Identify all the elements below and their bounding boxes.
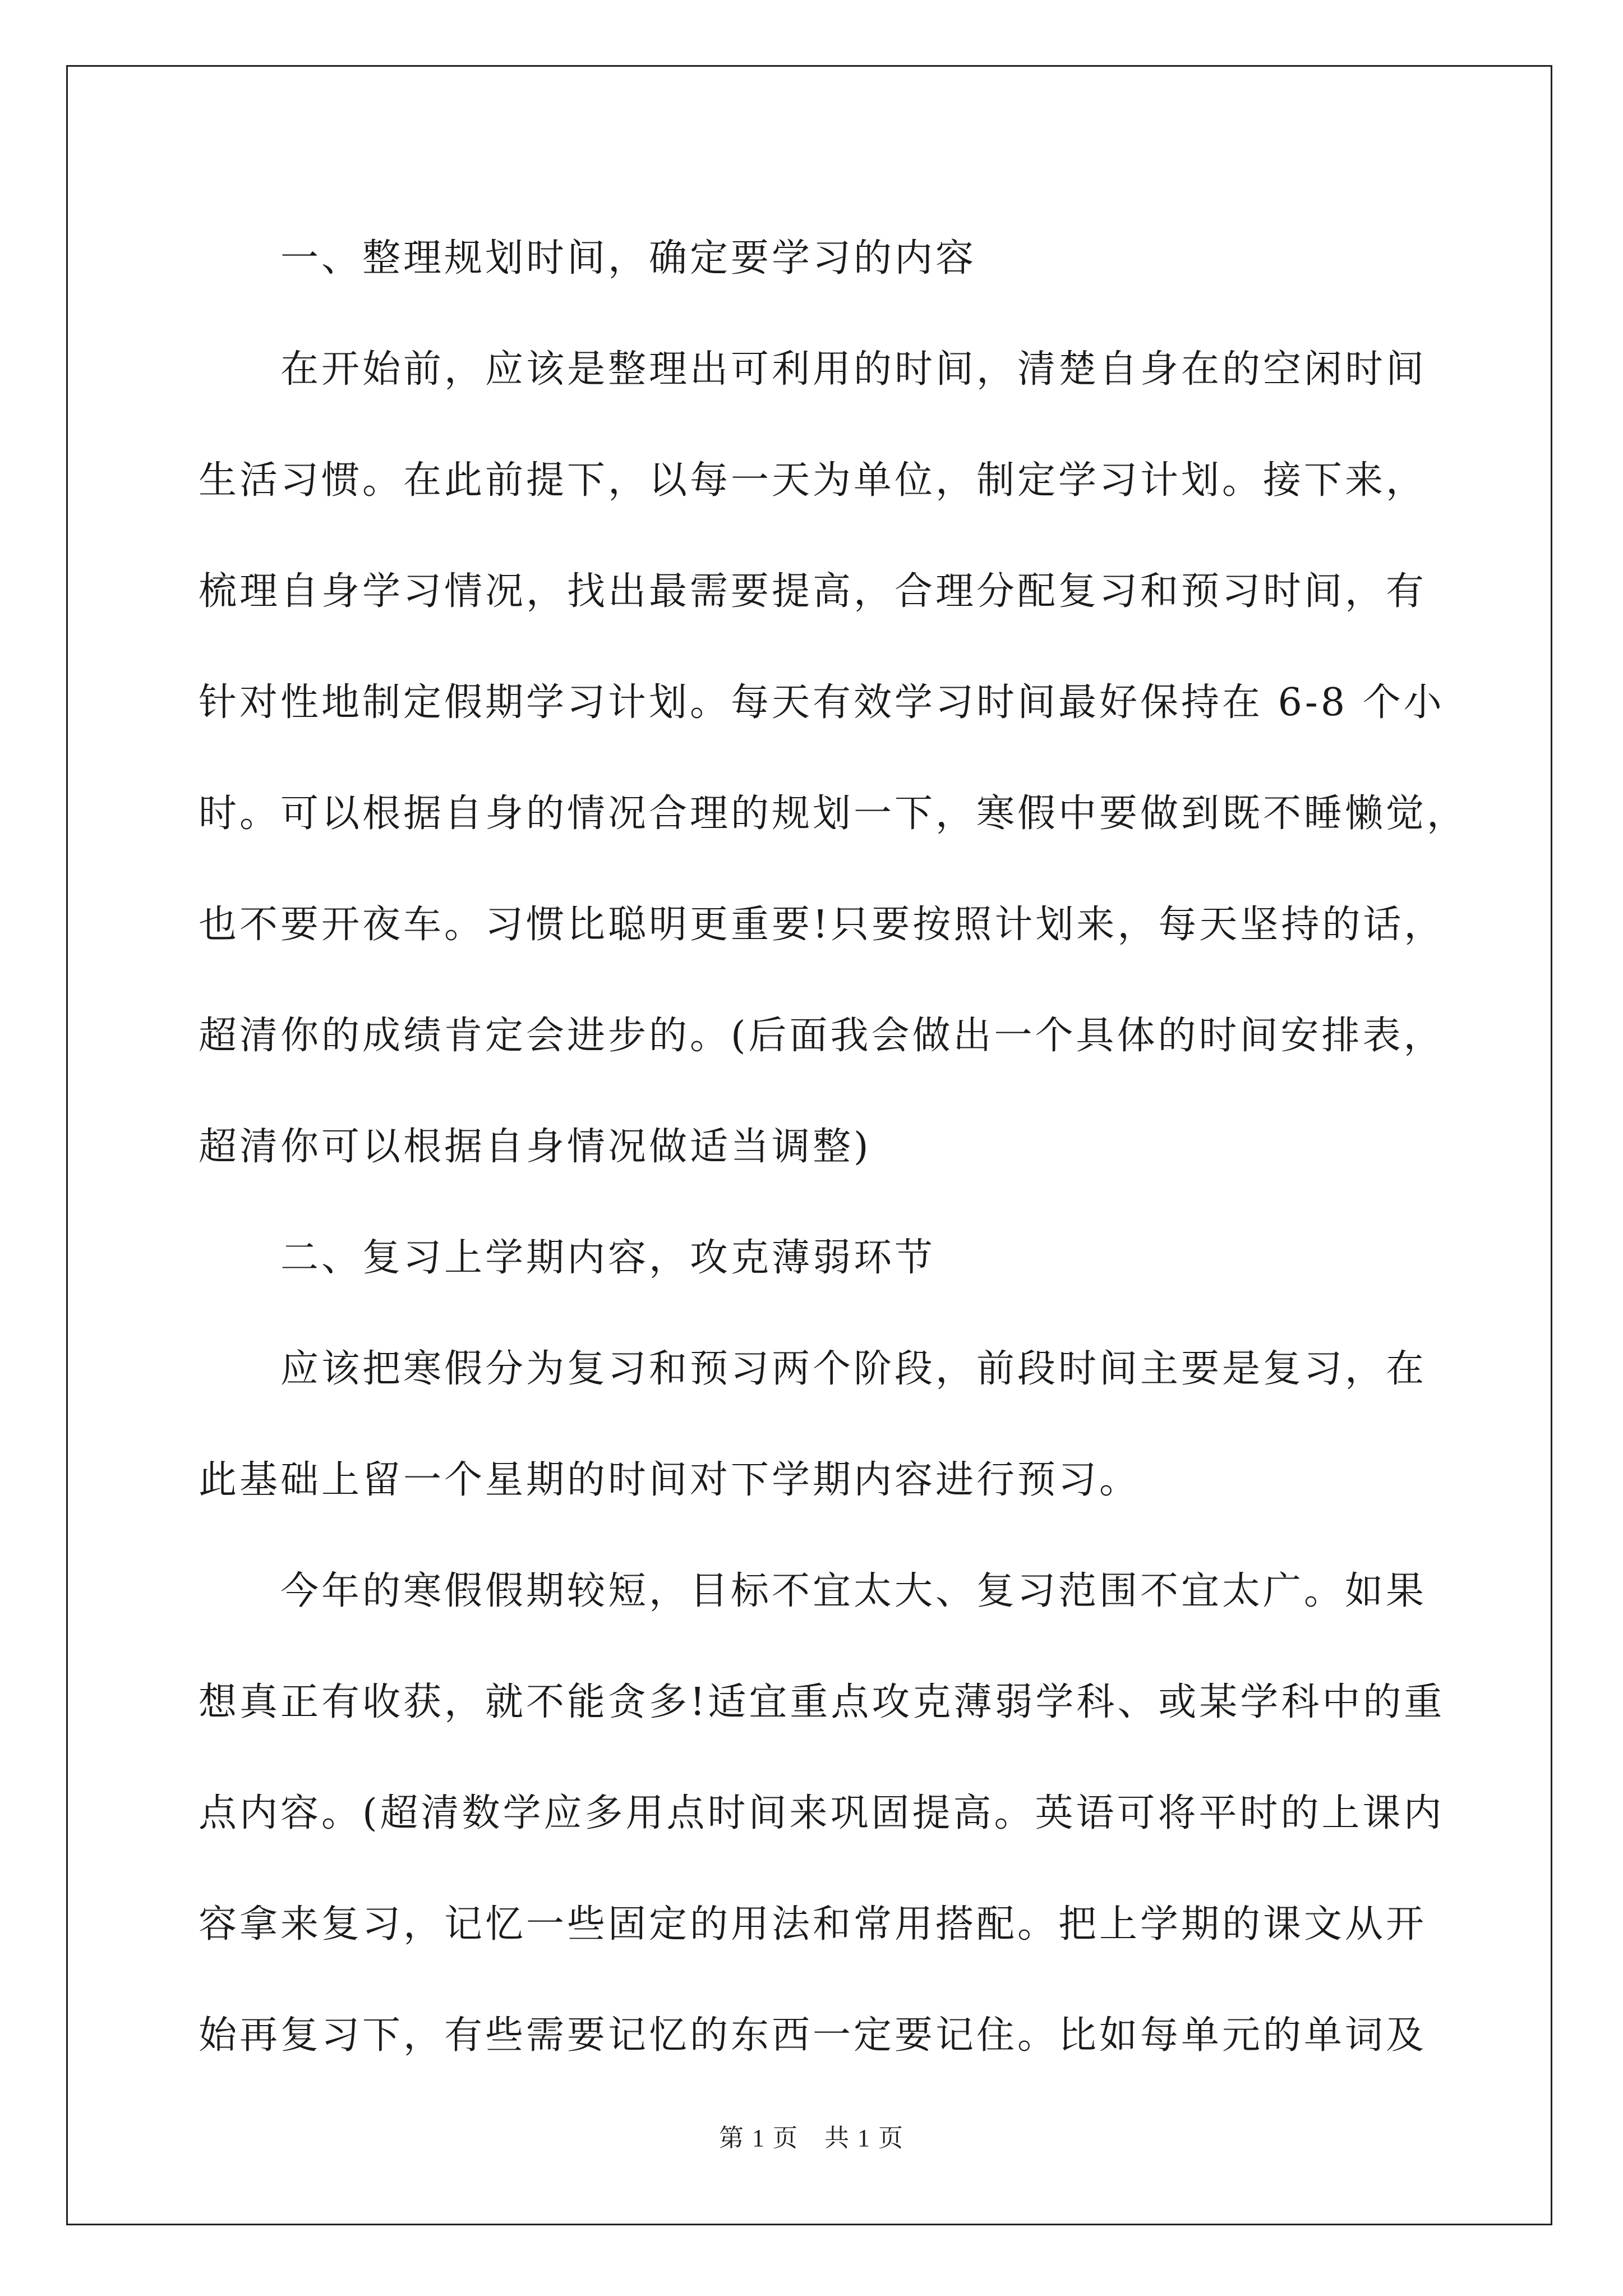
paragraph-line: 在开始前，应该是整理出可利用的时间，清楚自身在的空闲时间 (280, 347, 1427, 392)
paragraph-line: 容拿来复习，记忆一些固定的用法和常用搭配。把上学期的课文从开 (199, 1902, 1427, 1947)
paragraph-line: 也不要开夜车。习惯比聪明更重要!只要按照计划来，每天坚持的话， (199, 903, 1445, 947)
paragraph-line: 梳理自身学习情况，找出最需要提高，合理分配复习和预习时间，有 (199, 569, 1427, 614)
paragraph-line: 点内容。(超清数学应多用点时间来巩固提高。英语可将平时的上课内 (199, 1791, 1445, 1835)
paragraph-line: 此基础上留一个星期的时间对下学期内容进行预习。 (199, 1458, 1141, 1502)
paragraph-line: 时。可以根据自身的情况合理的规划一下，寒假中要做到既不睡懒觉， (199, 792, 1468, 836)
paragraph-line: 针对性地制定假期学习计划。每天有效学习时间最好保持在 6-8 个小 (199, 680, 1445, 725)
paragraph-line: 生活习惯。在此前提下，以每一天为单位，制定学习计划。接下来， (199, 458, 1427, 503)
paragraph-line: 始再复习下，有些需要记忆的东西一定要记住。比如每单元的单词及 (199, 2013, 1427, 2058)
paragraph-line: 想真正有收获，就不能贪多!适宜重点攻克薄弱学科、或某学科中的重 (199, 1680, 1445, 1724)
document-body (199, 203, 1468, 2091)
heading-section-2: 二、复习上学期内容，攻克薄弱环节 (280, 1236, 936, 1280)
paragraph-line: 今年的寒假假期较短，目标不宜太大、复习范围不宜太广。如果 (280, 1569, 1427, 1613)
paragraph-line: 应该把寒假分为复习和预习两个阶段，前段时间主要是复习，在 (280, 1347, 1427, 1391)
heading-section-1: 一、整理规划时间，确定要学习的内容 (280, 236, 977, 280)
paragraph-line: 超清你的成绩肯定会进步的。(后面我会做出一个具体的时间安排表， (199, 1014, 1445, 1058)
page-number-footer: 第 1 页 共 1 页 (719, 2124, 904, 2152)
paragraph-line: 超清你可以根据自身情况做适当调整) (199, 1125, 872, 1169)
